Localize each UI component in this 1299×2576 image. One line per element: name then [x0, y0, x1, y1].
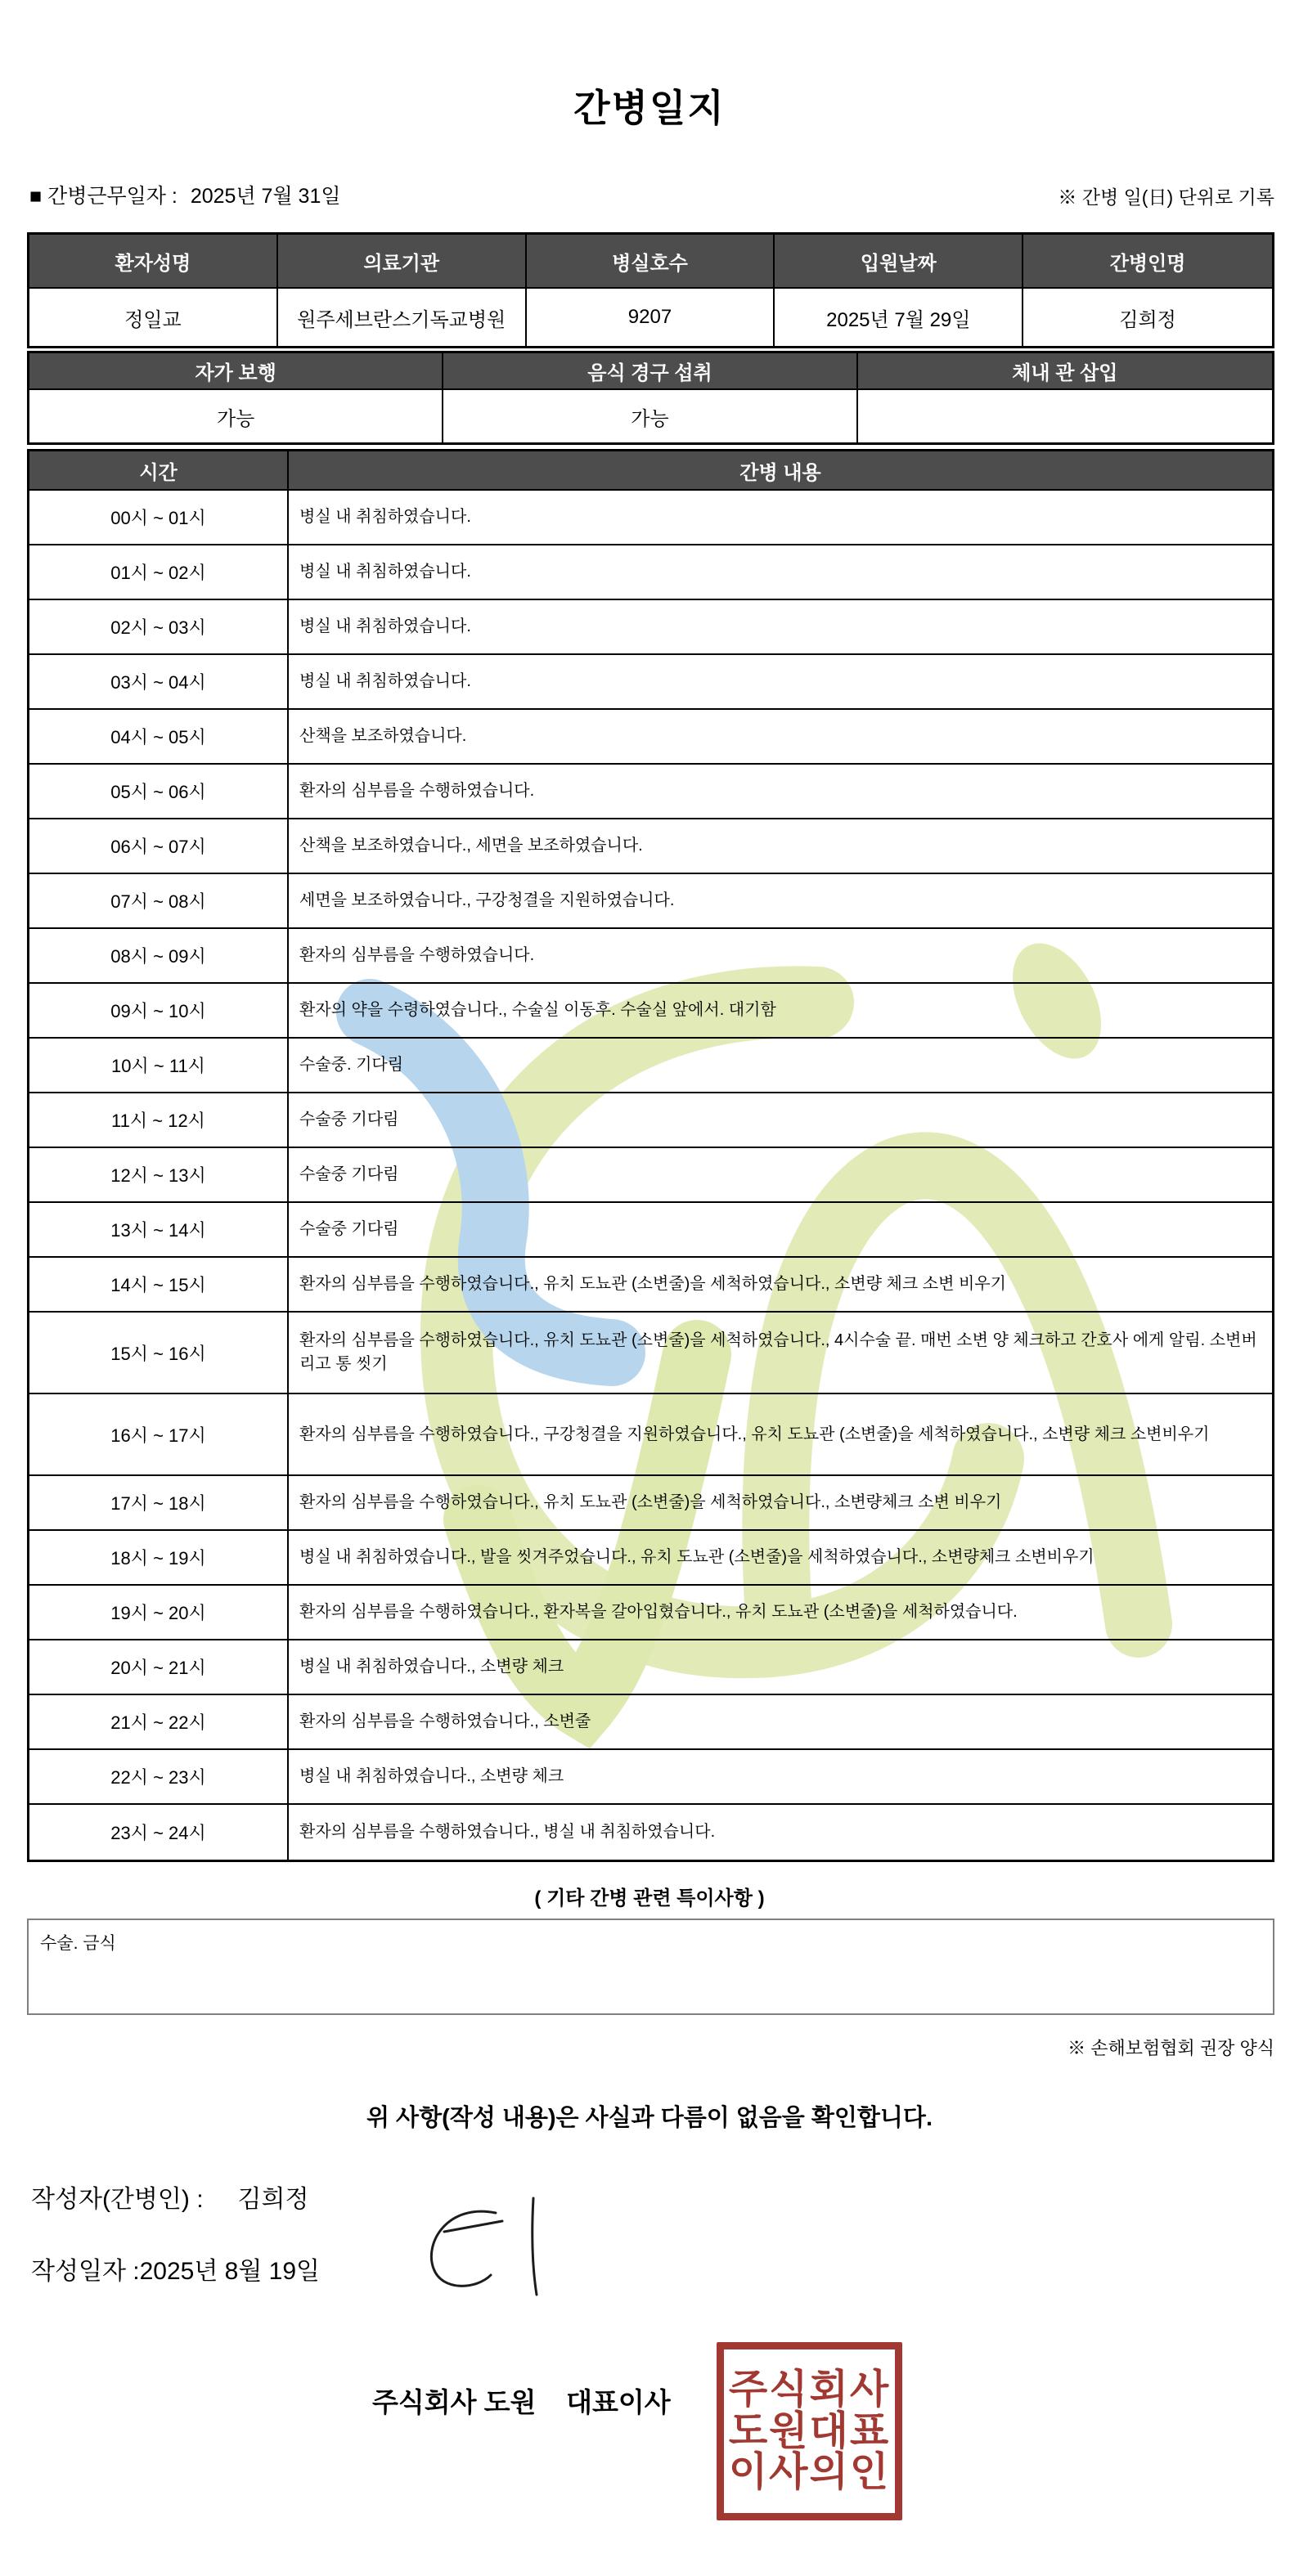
seal-line: 주식회사 [728, 2367, 891, 2412]
time-cell: 17시 ~ 18시 [29, 1476, 289, 1529]
care-content-cell: 환자의 심부름을 수행하였습니다., 병실 내 취침하였습니다. [299, 1823, 716, 1841]
col-header-care-content: 간병 내용 [289, 451, 1272, 491]
time-cell: 11시 ~ 12시 [29, 1093, 289, 1147]
care-content-cell: 병실 내 취침하였습니다., 소변량 체크 [299, 1658, 564, 1676]
care-content-cell: 병실 내 취침하였습니다., 발을 씻겨주었습니다., 유치 도뇨관 (소변줄)을 세척하였습니다., 소변량체크 소변비우기 [299, 1548, 1094, 1566]
time-cell: 19시 ~ 20시 [29, 1586, 289, 1639]
care-log-header-row [29, 451, 1272, 491]
care-content-cell: 수술중 기다림 [299, 1220, 399, 1238]
time-cell: 01시 ~ 02시 [29, 545, 289, 599]
table-row [29, 984, 1272, 1039]
time-cell: 18시 ~ 19시 [29, 1531, 289, 1584]
confirmation-statement: 위 사항(작성 내용)은 사실과 다름이 없음을 확인합니다. [366, 2105, 933, 2131]
table-row [29, 1531, 1272, 1586]
table-row [29, 929, 1272, 984]
col-header-oral-intake: 음식 경구 섭취 [443, 353, 857, 390]
table-row [29, 1093, 1272, 1148]
care-content-cell: 수술중 기다림 [299, 1165, 399, 1183]
table-row [29, 655, 1272, 710]
care-content-cell: 환자의 심부름을 수행하였습니다., 유치 도뇨관 (소변줄)을 세척하였습니다., 4시수술 끝. 매번 소변 양 체크하고 간호사 에게 알림. 소변버리고 통 씻기 [299, 1331, 1257, 1373]
care-content-cell: 산책을 보조하였습니다. [299, 727, 467, 745]
col-header-time: 시간 [29, 451, 289, 491]
page-title: 간병일지 [573, 87, 726, 129]
table-row [29, 874, 1272, 929]
table-row [29, 1394, 1272, 1476]
time-cell: 00시 ~ 01시 [29, 491, 289, 544]
time-cell: 13시 ~ 14시 [29, 1203, 289, 1256]
table-row [29, 1586, 1272, 1640]
table-row [29, 1203, 1272, 1258]
time-cell: 08시 ~ 09시 [29, 929, 289, 982]
care-work-date-label: ■ 간병근무일자 : [29, 185, 178, 208]
table-row [29, 765, 1272, 819]
table-row [29, 1805, 1272, 1860]
care-content-cell: 수술중. 기다림 [299, 1056, 404, 1074]
care-content-cell: 환자의 심부름을 수행하였습니다., 구강청결을 지원하였습니다., 유치 도뇨관 (소변줄)을 세척하였습니다., 소변량 체크 소변비우기 [299, 1425, 1210, 1443]
time-cell: 22시 ~ 23시 [29, 1750, 289, 1803]
table-row [29, 710, 1272, 765]
seal-line: 이사의인 [728, 2450, 891, 2495]
special-notes-title: ( 기타 간병 관련 특이사항 ) [534, 1887, 765, 1910]
time-cell: 20시 ~ 21시 [29, 1640, 289, 1694]
table-row [29, 1750, 1272, 1805]
time-cell: 09시 ~ 10시 [29, 984, 289, 1037]
table-row [29, 1640, 1272, 1695]
care-content-cell: 병실 내 취침하였습니다. [299, 617, 471, 635]
room-number-value: 9207 [527, 289, 775, 346]
admission-date-value: 2025년 7월 29일 [775, 289, 1023, 346]
self-walking-value: 가능 [29, 390, 443, 442]
care-content-cell: 산책을 보조하였습니다., 세면을 보조하였습니다. [299, 837, 643, 855]
meta-row [29, 180, 1274, 209]
col-header-patient-name: 환자성명 [29, 235, 278, 289]
writer-label: 작성자(간병인) : [31, 2186, 204, 2213]
time-cell: 16시 ~ 17시 [29, 1394, 289, 1474]
table-row [29, 1476, 1272, 1531]
care-content-cell: 환자의 심부름을 수행하였습니다., 소변줄 [299, 1712, 591, 1730]
seal-line: 도원대표 [728, 2408, 891, 2453]
care-content-cell: 세면을 보조하였습니다., 구강청결을 지원하였습니다. [299, 891, 675, 909]
care-content-cell: 병실 내 취침하였습니다. [299, 672, 471, 690]
special-notes-input[interactable]: 수술. 금식 [27, 1919, 1274, 2015]
table-row [29, 1258, 1272, 1313]
table-row [29, 1695, 1272, 1750]
written-date-value: 2025년 8월 19일 [139, 2258, 320, 2285]
patient-info-table [27, 232, 1274, 348]
care-work-date [29, 180, 341, 209]
time-cell: 21시 ~ 22시 [29, 1695, 289, 1748]
time-cell: 06시 ~ 07시 [29, 819, 289, 873]
written-date-label: 작성일자 : [31, 2258, 140, 2285]
tube-insertion-value [858, 390, 1272, 442]
care-content-cell: 병실 내 취침하였습니다., 소변량 체크 [299, 1767, 564, 1785]
care-log-table [27, 449, 1274, 1862]
company-ceo-line: 주식회사 도원 대표이사 [372, 2387, 671, 2417]
table-row [29, 491, 1272, 545]
col-header-admission-date: 입원날짜 [775, 235, 1023, 289]
time-cell: 07시 ~ 08시 [29, 874, 289, 927]
care-work-date-value: 2025년 7월 31일 [190, 185, 341, 208]
time-cell: 23시 ~ 24시 [29, 1805, 289, 1860]
table-row [29, 819, 1272, 874]
patient-name-value: 정일교 [29, 289, 278, 346]
insurance-form-note: ※ 손해보험협회 권장 양식 [1068, 2038, 1274, 2058]
caregiver-name-value: 김희정 [1119, 308, 1176, 331]
col-header-room-number: 병실호수 [527, 235, 775, 289]
care-content-cell: 수술중 기다림 [299, 1111, 399, 1129]
corporate-seal-stamp [717, 2342, 902, 2520]
care-content-cell: 병실 내 취침하였습니다. [299, 508, 471, 526]
patient-status-table [27, 351, 1274, 445]
care-content-cell: 환자의 심부름을 수행하였습니다. [299, 782, 535, 800]
care-content-cell: 환자의 약을 수령하였습니다., 수술실 이동후. 수술실 앞에서. 대기함 [299, 1001, 776, 1019]
time-cell: 02시 ~ 03시 [29, 600, 289, 653]
time-cell: 12시 ~ 13시 [29, 1148, 289, 1201]
col-header-caregiver-name: 간병인명 [1023, 235, 1272, 289]
time-cell: 03시 ~ 04시 [29, 655, 289, 708]
table-row [29, 1148, 1272, 1203]
care-content-cell: 환자의 심부름을 수행하였습니다., 환자복을 갈아입혔습니다., 유치 도뇨관 (소변줄)을 세척하였습니다. [299, 1603, 1018, 1621]
writer-name: 김희정 [237, 2186, 309, 2213]
time-cell: 15시 ~ 16시 [29, 1313, 289, 1393]
table-row [29, 1039, 1272, 1093]
writer-row [31, 2179, 1299, 2215]
time-cell: 10시 ~ 11시 [29, 1039, 289, 1092]
time-cell: 04시 ~ 05시 [29, 710, 289, 763]
time-cell: 14시 ~ 15시 [29, 1258, 289, 1311]
col-header-self-walking: 자가 보행 [29, 353, 443, 390]
medical-institution-value: 원주세브란스기독교병원 [278, 289, 527, 346]
written-date-row [31, 2251, 1299, 2287]
daily-unit-note: ※ 간병 일(日) 단위로 기록 [1058, 186, 1274, 208]
care-content-cell: 환자의 심부름을 수행하였습니다., 유치 도뇨관 (소변줄)을 세척하였습니다., 소변량체크 소변 비우기 [299, 1493, 1002, 1511]
care-content-cell: 환자의 심부름을 수행하였습니다., 유치 도뇨관 (소변줄)을 세척하였습니다., 소변량 체크 소변 비우기 [299, 1275, 1006, 1293]
care-journal-page [0, 79, 1299, 2576]
table-row [29, 545, 1272, 600]
time-cell: 05시 ~ 06시 [29, 765, 289, 818]
col-header-tube-insertion: 체내 관 삽입 [858, 353, 1272, 390]
table-row [29, 1313, 1272, 1394]
table-row [29, 600, 1272, 655]
col-header-medical-institution: 의료기관 [278, 235, 527, 289]
care-content-cell: 환자의 심부름을 수행하였습니다. [299, 946, 535, 964]
care-content-cell: 병실 내 취침하였습니다. [299, 563, 471, 581]
oral-intake-value: 가능 [443, 390, 857, 442]
